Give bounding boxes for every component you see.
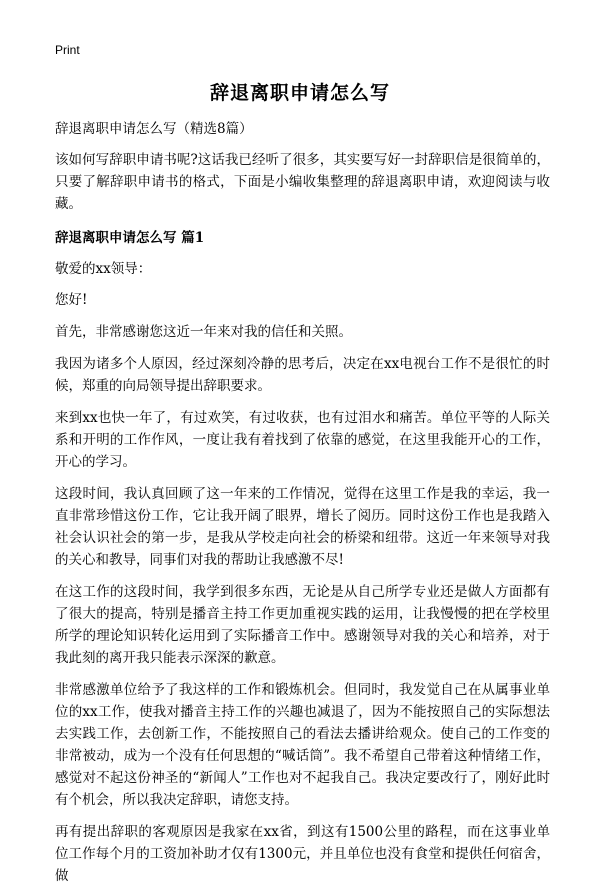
body-paragraph: 我因为诸多个人原因，经过深刻冷静的思考后，决定在xx电视台工作不是很忙的时候，郑重的向局领导提出辞职要求。 — [55, 356, 550, 394]
greeting: 您好! — [55, 292, 88, 308]
body-paragraph: 再有提出辞职的客观原因是我家在xx省，到这有1500公里的路程，而在这事业单位工作每个月的工资加补助才仅有1300元，并且单位也没有食堂和提供任何宿舍，做 — [55, 824, 550, 884]
print-link[interactable]: Print — [55, 43, 80, 57]
page-title: 辞退离职申请怎么写 — [209, 82, 390, 104]
body-paragraph: 来到xx也快一年了，有过欢笑，有过收获，也有过泪水和痛苦。单位平等的人际关系和开明的工作作风，一度让我有着找到了依靠的感觉，在这里我能开心的工作，开心的学习。 — [55, 410, 550, 470]
body-paragraph: 在这工作的这段时间，我学到很多东西，无论是从自己所学专业还是做人方面都有了很大的提高，特别是播音主持工作更加重视实践的运用，让我慢慢的把在学校里所学的理论知识转化运用到了实际播音工作中。感谢领导对我的关心和培养，对于我此刻的离开我只能表示深深的歉意。 — [55, 584, 550, 666]
body-paragraph: 首先，非常感谢您这近一年来对我的信任和关照。 — [55, 324, 352, 340]
intro-paragraph: 该如何写辞职申请书呢?这话我已经听了很多，其实要写好一封辞职信是很简单的，只要了解辞职申请书的格式，下面是小编收集整理的辞退离职申请，欢迎阅读与收藏。 — [55, 152, 550, 212]
body-paragraph: 这段时间，我认真回顾了这一年来的工作情况，觉得在这里工作是我的幸运，我一直非常珍惜这份工作，它让我开阔了眼界，增长了阅历。同时这份工作也是我踏入社会认识社会的第一步，是我从学校走向社会的桥梁和纽带。这近一年来领导对我的关心和教导，同事们对我的帮助让我感激不尽! — [55, 486, 550, 568]
subtitle: 辞退离职申请怎么写（精选8篇） — [55, 121, 253, 137]
body-paragraph: 非常感激单位给予了我这样的工作和锻炼机会。但同时，我发觉自己在从属事业单位的xx工作，使我对播音主持工作的兴趣也减退了，因为不能按照自己的实际想法去实践工作，去创新工作，不能按照自己的看法去播讲给观众。使自己的工作变的非常被动，成为一个没有任何思想的“喊话筒”。我不希望自己带着这种情绪工作，感觉对不起这份神圣的“新闻人”工作也对不起我自己。我决定要改行了，刚好此时有个机会，所以我决定辞职，请您支持。 — [55, 682, 550, 808]
document-body — [55, 118, 550, 887]
salutation: 敬爱的xx领导： — [55, 261, 152, 277]
section-heading: 辞退离职申请怎么写 篇1 — [55, 230, 205, 246]
